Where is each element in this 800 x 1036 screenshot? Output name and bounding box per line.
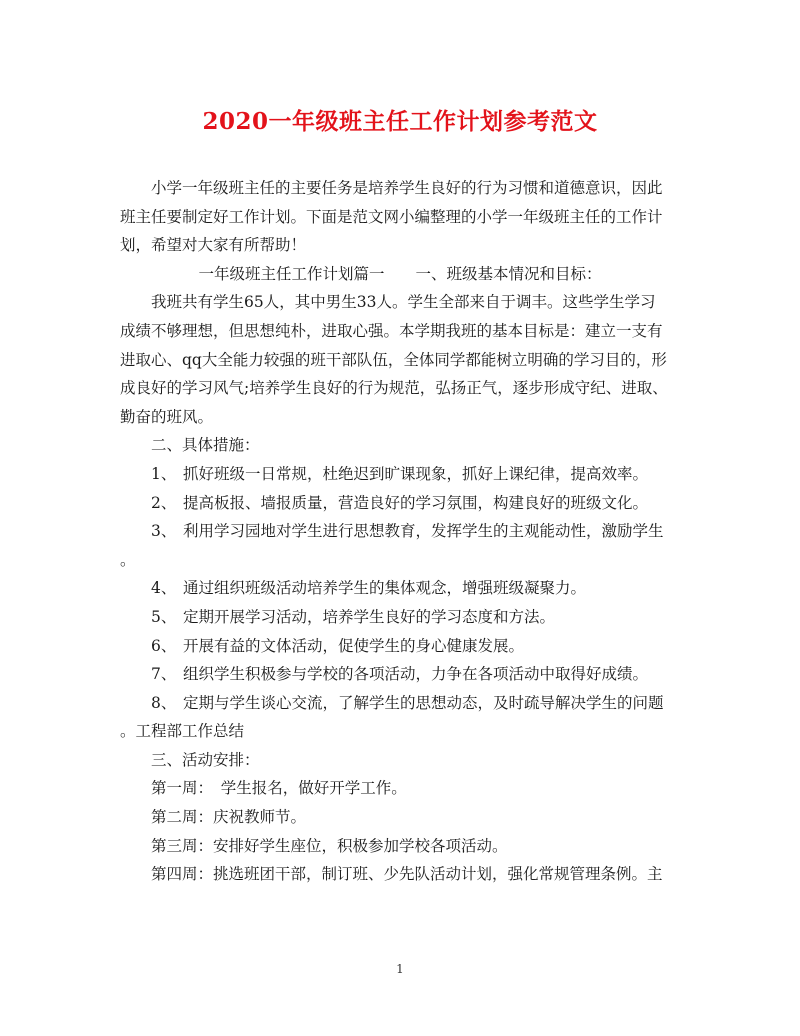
measure-number: 7、 [151,665,177,684]
measure-number: 8、 [151,693,177,712]
measure-text: 利用学习园地对学生进行思想教育，发挥学生的主观能动性，激励学生 [183,522,664,541]
measure-wrap: 。工程部工作总结 [120,722,245,741]
measure-item [120,632,680,661]
schedule-item: 第二周：庆祝教师节。 [151,808,307,827]
intro-line: 划，希望对大家有所帮助！ [120,236,307,255]
measure-text: 组织学生积极参与学校的各项活动，力争在各项活动中取得好成绩。 [183,665,649,684]
intro-line: 班主任要制定好工作计划。下面是范文网小编整理的小学一年级班主任的工作计 [120,207,663,226]
measure-item [120,574,680,603]
section-heading: 三、活动安排： [151,750,260,769]
intro-line: 小学一年级班主任的主要任务是培养学生良好的行为习惯和道德意识，因此 [151,179,663,197]
measure-number: 5、 [151,607,177,626]
basic-line: 勤奋的班风。 [120,407,214,426]
basic-line: 成绩不够理想，但思想纯朴，进取心强。本学期我班的基本目标是：建立一支有 [120,321,663,340]
schedule-item: 第四周：挑选班团干部，制订班、少先队活动计划，强化常规管理条例。主 [151,865,663,884]
measure-number: 6、 [151,636,177,655]
measure-number: 3、 [151,522,177,541]
measure-number: 2、 [151,493,177,512]
basic-line: 我班共有学生65人，其中男生33人。学生全部来自于调丰。这些学生学习 [151,293,656,312]
measure-text: 抓好班级一日常规，杜绝迟到旷课现象，抓好上课纪律，提高效率。 [183,464,649,483]
section-heading: 二、具体措施： [151,436,260,455]
measure-wrap: 。 [120,550,136,569]
schedule-item: 第三周：安排好学生座位，积极参加学校各项活动。 [151,836,508,855]
measure-item [120,689,680,718]
schedule-item: 第一周： 学生报名，做好开学工作。 [151,779,407,798]
section-subtitle: 一年级班主任工作计划篇一 一、班级基本情况和目标： [198,264,602,283]
basic-line: 成良好的学习风气;培养学生良好的行为规范，弘扬正气，逐步形成守纪、进取、 [120,379,668,398]
page-number: 1 [396,962,404,976]
basic-line: 进取心、qq大全能力较强的班干部队伍，全体同学都能树立明确的学习目的，形 [120,350,667,369]
measure-item [120,603,680,632]
measure-item [120,489,680,518]
measure-item [120,660,680,689]
measure-text: 定期开展学习活动，培养学生良好的学习态度和方法。 [183,607,556,626]
document-title: 2020一年级班主任工作计划参考范文 [202,108,598,135]
measure-item [120,517,680,546]
measure-number: 1、 [151,464,177,483]
measure-text: 提高板报、墙报质量，营造良好的学习氛围，构建良好的班级文化。 [183,493,649,512]
measure-number: 4、 [151,579,177,598]
document-body [120,174,680,889]
measure-text: 开展有益的文体活动，促使学生的身心健康发展。 [183,636,525,655]
measure-text: 通过组织班级活动培养学生的集体观念，增强班级凝聚力。 [183,579,587,598]
measure-text: 定期与学生谈心交流，了解学生的思想动态，及时疏导解决学生的问题 [183,693,664,712]
measure-item [120,460,680,489]
